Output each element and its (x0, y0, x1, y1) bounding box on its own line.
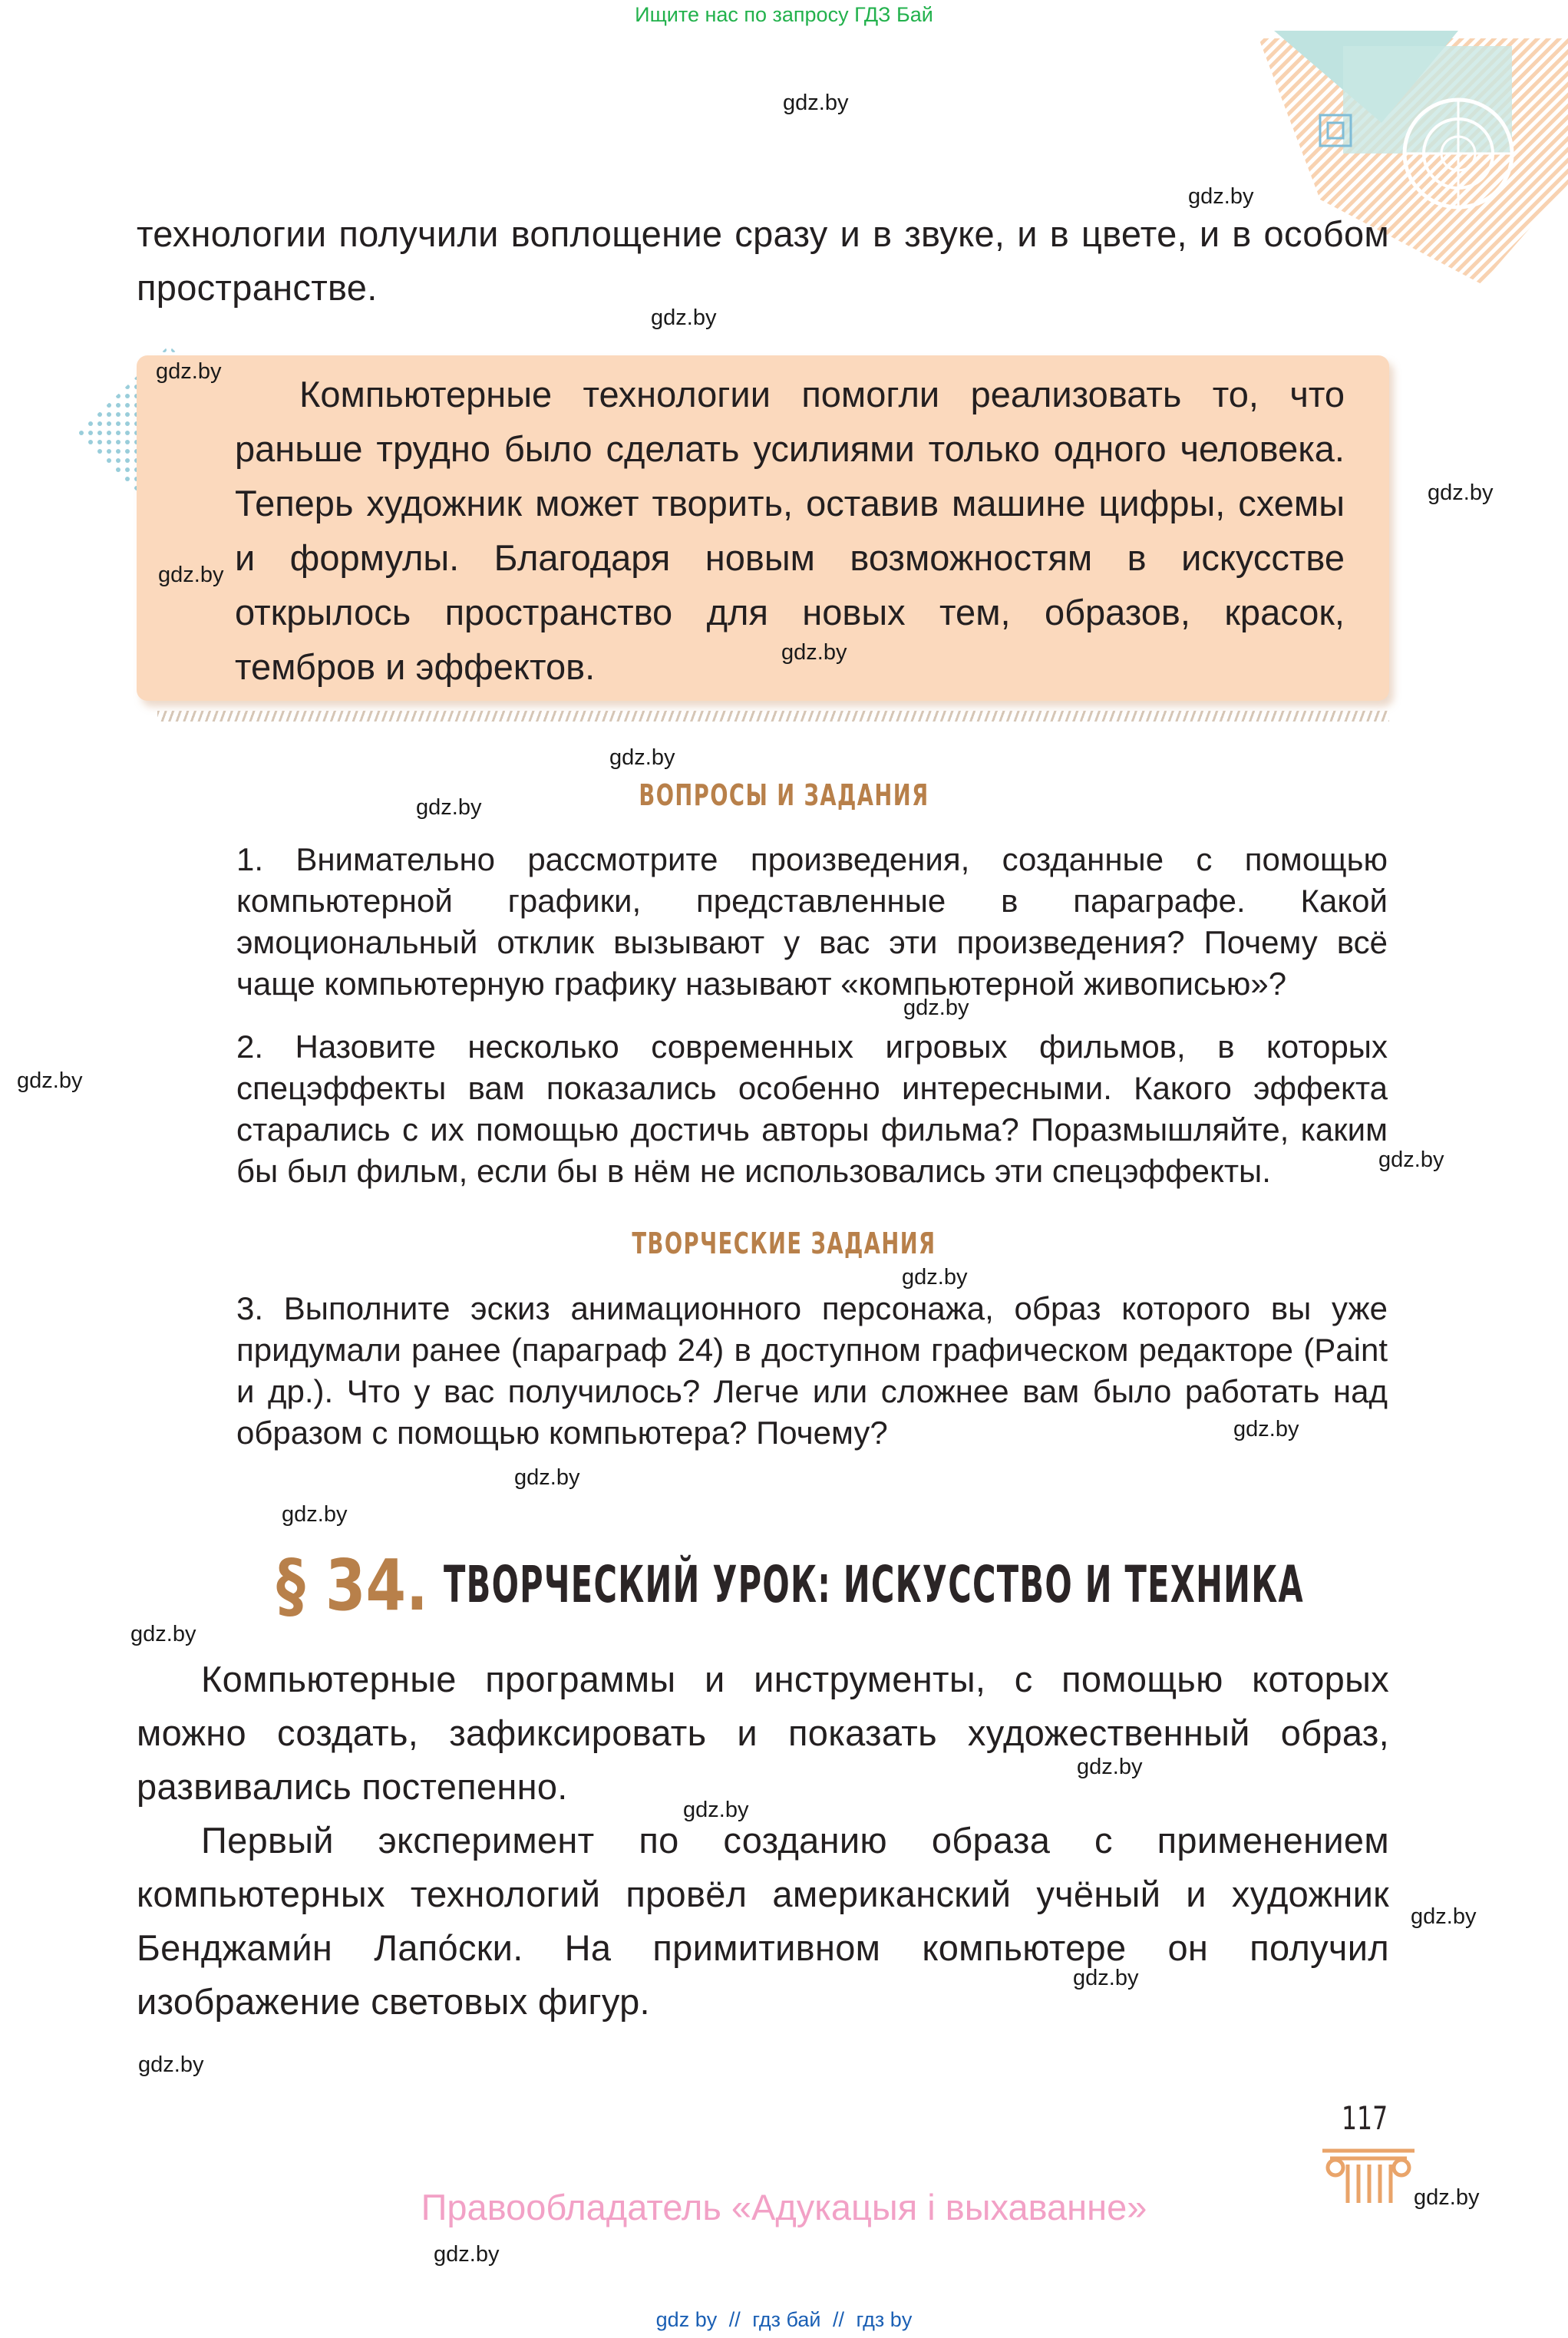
question-3 (236, 1288, 1388, 1454)
spiral-shell-icon (1405, 100, 1512, 207)
watermark: gdz.by (1233, 1417, 1299, 1441)
watermark: gdz.by (1077, 1755, 1143, 1779)
watermark: gdz.by (781, 640, 847, 665)
watermark: gdz.by (683, 1798, 749, 1822)
intro-text: технологии получили воплощение сразу и в звуке, и в цвете, и в особом пространстве. (137, 213, 1389, 308)
watermark: gdz.by (282, 1502, 348, 1527)
callout-text: Компьютерные технологии помогли реализовать то, что раньше трудно было сделать усилиями только одного человека. Теперь художник может творить, оставив машине цифры, схемы и формулы. Благодаря новым возможностям в искусстве открылось пространство для новых тем, образов, красок, тембров и эффектов. (235, 374, 1345, 687)
watermark: gdz.by (434, 2242, 500, 2267)
intro-paragraph (137, 207, 1389, 315)
watermark: gdz.by (1414, 2185, 1480, 2210)
watermark: gdz.by (1073, 1966, 1139, 1990)
watermark: gdz.by (416, 795, 482, 820)
footer-separator: // (833, 2308, 845, 2331)
creative-heading: ТВОРЧЕСКИЕ ЗАДАНИЯ (632, 1227, 936, 1260)
paragraph-title-row (276, 1544, 1304, 1626)
watermark: gdz.by (902, 1265, 968, 1290)
watermark: gdz.by (156, 359, 222, 384)
footer-link-gdz-by[interactable]: gdz by (655, 2308, 718, 2331)
question-2-text: 2. Назовите несколько современных игровых фильмов, в которых спецэффекты вам показались особенно интересными. Какого эффекта старались с их помощью достичь авторы фильма? Поразмышляйте, каким бы был фильм, если бы в нём не использовались эти спецэффекты. (236, 1029, 1388, 1189)
watermark: gdz.by (1428, 480, 1494, 505)
watermark: gdz.by (651, 305, 717, 330)
watermark: gdz.by (17, 1068, 83, 1093)
watermark: gdz.by (130, 1622, 196, 1646)
body-section (137, 1653, 1389, 2029)
watermark: gdz.by (1378, 1148, 1444, 1172)
question-3-text: 3. Выполните эскиз анимационного персонажа, образ которого вы уже придумали ранее (параграф 24) в доступном графическом редакторе (Paint и др.). Что у вас получилось? Легче или сложнее вам было работать над образом с помощью компьютера? Почему? (236, 1290, 1388, 1451)
questions-heading: ВОПРОСЫ И ЗАДАНИЯ (639, 778, 929, 812)
question-2 (236, 1026, 1388, 1192)
paragraph-number: § 34. (276, 1544, 428, 1626)
footer-links (0, 2308, 1568, 2332)
paragraph-title: ТВОРЧЕСКИЙ УРОК: ИСКУССТВО И ТЕХНИКА (444, 1555, 1304, 1614)
page-number: 117 (1342, 2099, 1388, 2137)
watermark: gdz.by (158, 563, 224, 587)
watermark: gdz.by (783, 91, 849, 115)
watermark: gdz.by (138, 2052, 204, 2077)
body-paragraph-1: Компьютерные программы и инструменты, с помощью которых можно создать, зафиксировать и показать художественный образ, развивались постепенно. (137, 1659, 1389, 1807)
question-1-text: 1. Внимательно рассмотрите произведения, созданные с помощью компьютерной графики, представленные в параграфе. Какой эмоциональный отклик вызывают у вас эти произведения? Почему всё чаще компьютерную графику называют «компьютерной живописью»? (236, 841, 1388, 1002)
copyright-notice: Правообладатель «Адукацыя і выхаванне» (421, 2187, 1147, 2227)
footer-separator: // (728, 2308, 741, 2331)
watermark: gdz.by (1411, 1904, 1477, 1929)
hatch-divider (157, 711, 1389, 722)
watermark: gdz.by (1188, 184, 1254, 209)
top-banner[interactable]: Ищите нас по запросу ГДЗ Бай (635, 3, 933, 26)
watermark: gdz.by (514, 1465, 580, 1490)
watermark: gdz.by (903, 996, 969, 1020)
question-1 (236, 839, 1388, 1005)
body-paragraph-2: Первый эксперимент по созданию образа с применением компьютерных технологий провёл американский учёный и художник Бенджами́н Лапо́ски. На примитивном компьютере он получил изображение световых фигур. (137, 1820, 1389, 2022)
footer-link-gdz-by-cyr[interactable]: гдз by (856, 2308, 913, 2331)
footer-link-gdz-bai[interactable]: гдз бай (752, 2308, 821, 2331)
watermark: gdz.by (609, 745, 675, 770)
